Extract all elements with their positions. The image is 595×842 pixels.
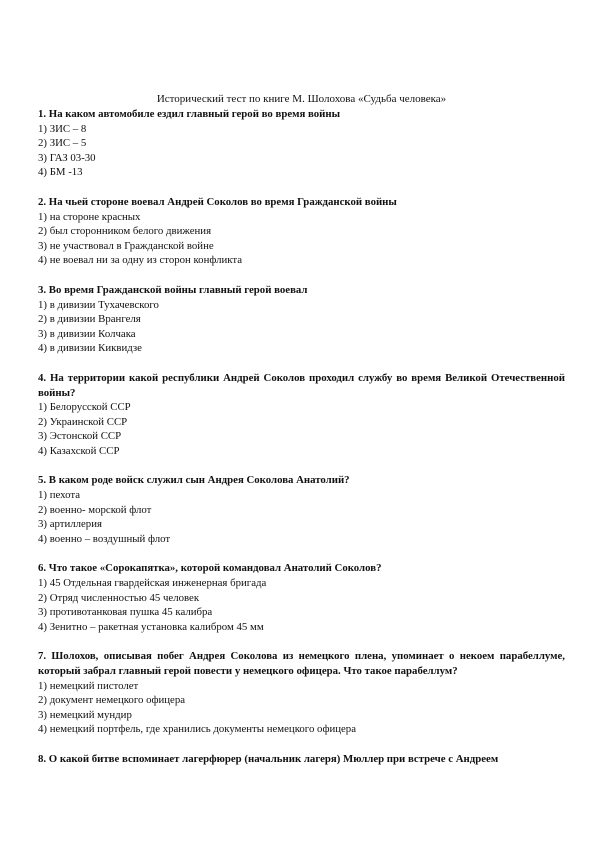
answer-option: 4) Зенитно – ракетная установка калибром 45 мм — [38, 620, 264, 633]
answer-option: 2) был сторонником белого движения — [38, 225, 212, 238]
answer-option: 1) Белорусской ССР — [38, 401, 131, 414]
question-1 — [38, 107, 565, 180]
question-text: 3. Во время Гражданской войны главный герой воевал — [38, 283, 308, 296]
answer-option: 1) на стороне красных — [38, 210, 141, 223]
question-4 — [38, 371, 565, 459]
answer-option: 2) ЗИС – 5 — [38, 137, 87, 150]
question-text: 1. На каком автомобиле ездил главный герой во время войны — [38, 108, 341, 120]
answer-option: 4) немецкий портфель, где хранились документы немецкого офицера — [38, 723, 356, 736]
answer-option: 2) Отряд численностью 45 человек — [38, 591, 200, 604]
answer-option: 3) Эстонской ССР — [38, 430, 122, 443]
question-text: 2. На чьей стороне воевал Андрей Соколов во время Гражданской войны — [38, 195, 397, 208]
answer-option: 1) 45 Отдельная гвардейская инженерная бригада — [38, 577, 267, 590]
answer-option: 3) ГАЗ 03-30 — [38, 151, 96, 164]
question-text: 5. В каком роде войск служил сын Андрея Соколова Анатолий? — [38, 474, 350, 487]
question-text: 4. На территории какой республики Андрей Соколов проходил службу во время Великой Отечественной войны? — [38, 371, 565, 399]
answer-option: 4) в дивизии Киквидзе — [38, 342, 142, 355]
question-text: 7. Шолохов, описывая побег Андрея Соколова из немецкого плена, упоминает о некоем парабеллуме, который забрал главный герой повести у немецкого офицера. Что такое парабеллум? — [38, 650, 565, 677]
document-title: Исторический тест по книге М. Шолохова «Судьба человека» — [156, 93, 447, 105]
answer-option: 3) артиллерия — [38, 518, 102, 531]
question-2 — [38, 195, 565, 268]
question-text: 6. Что такое «Сорокапятка», которой командовал Анатолий Соколов? — [38, 562, 382, 575]
answer-option: 3) не участвовал в Гражданской войне — [38, 239, 214, 252]
document-page — [38, 92, 565, 782]
answer-option: 3) немецкий мундир — [38, 708, 132, 721]
answer-option: 1) пехота — [38, 489, 81, 502]
question-7 — [38, 649, 565, 737]
answer-option: 3) в дивизии Колчака — [38, 327, 136, 340]
answer-option: 2) в дивизии Врангеля — [38, 313, 141, 326]
answer-option: 4) БМ -13 — [38, 166, 83, 179]
answer-option: 3) противотанковая пушка 45 калибра — [38, 606, 213, 619]
answer-option: 4) Казахской ССР — [38, 444, 120, 457]
answer-option: 2) военно- морской флот — [38, 503, 152, 516]
answer-option: 2) Украинской ССР — [38, 415, 128, 428]
question-5 — [38, 473, 565, 546]
answer-option: 1) в дивизии Тухачевского — [38, 298, 159, 311]
answer-option: 4) военно – воздушный флот — [38, 532, 171, 545]
question-text: 8. О какой битве вспоминает лагерфюрер (начальник лагеря) Мюллер при встрече с Андреем — [38, 752, 499, 765]
question-6 — [38, 561, 565, 634]
answer-option: 4) не воевал ни за одну из сторон конфликта — [38, 254, 243, 267]
question-3 — [38, 283, 565, 356]
answer-option: 2) документ немецкого офицера — [38, 694, 186, 707]
question-8 — [38, 752, 565, 767]
answer-option: 1) немецкий пистолет — [38, 679, 139, 692]
answer-option: 1) ЗИС – 8 — [38, 122, 87, 135]
